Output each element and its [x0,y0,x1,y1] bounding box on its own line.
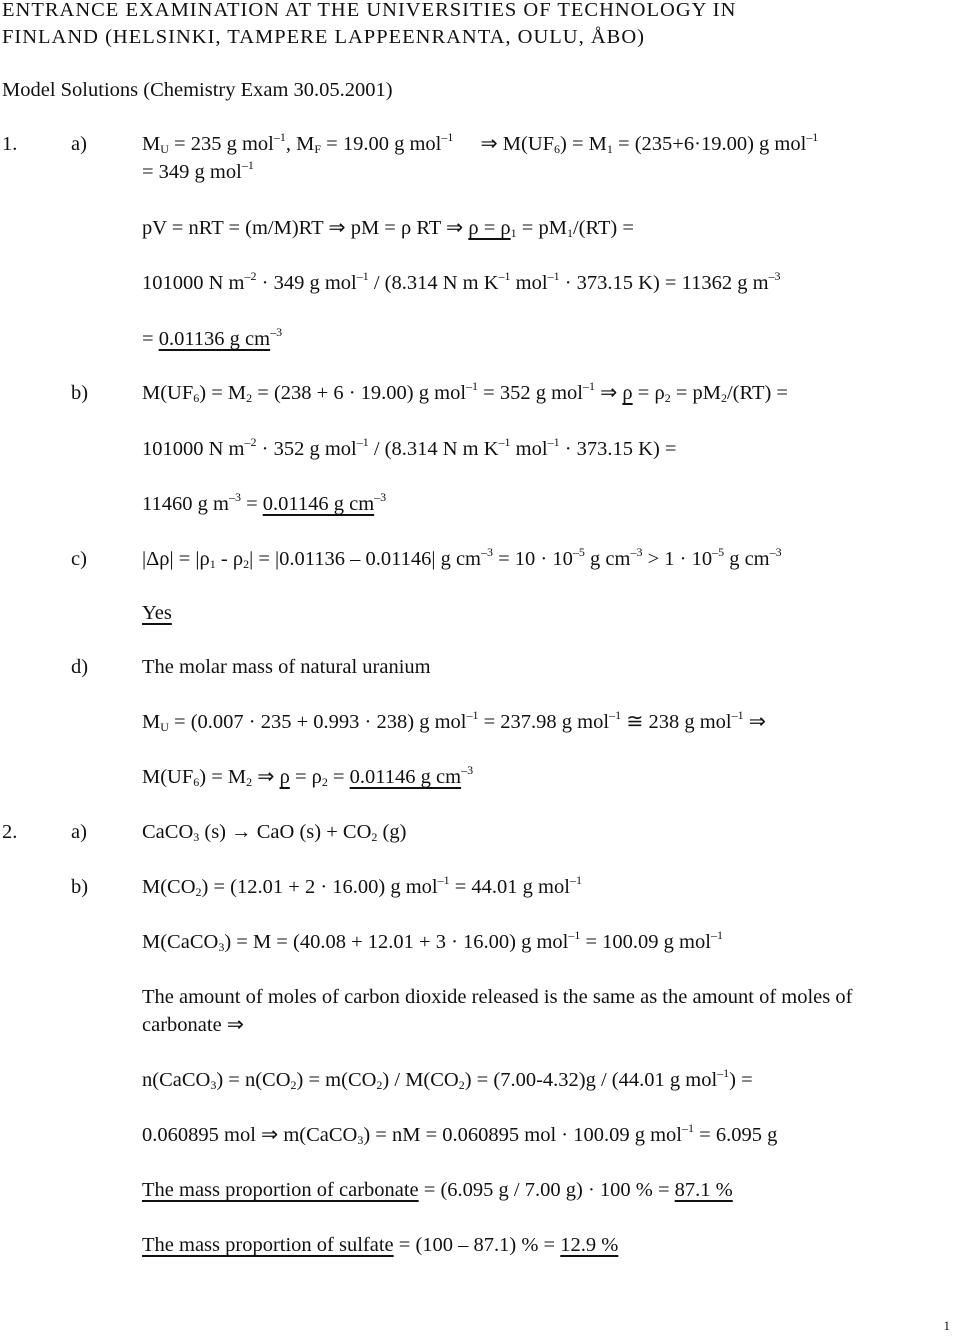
q1a-line-4: 101000 N $m^{-2} \cdot 349$ g mol$^{-1}$ / (8.314 N m $K^{-1}$ mol$^{-1}$ · 373.15 K) = 11362 g $m^{-3}$ [142,269,781,294]
q1b-line-1: $M(UF_6) = M_2 = (238 + 6 \cdot 19.00)$ g mol$^{-1}$ = 352 g mol$^{-1}$ ⇒ $\rho = \rho_2 = pM_2/(RT)$ = [142,379,788,405]
q2-number: 2. [2,821,18,843]
q1a-line-3: pV = nRT = (m/M)RT ⇒ pM = ρ RT ⇒ $\rho = \rho_1 = pM_1/(RT)$ = [142,217,634,240]
q1a-line-2: = 349 g mol$^{-1}$ [142,158,254,183]
q1d-line-2: $M_U = (0.007 \cdot 235 + 0.993 \cdot 238)$ g mol$^{-1}$ = 237.98 g mol$^{-1}$ ≅ 238 g mol$^{-1}$ ⇒ [142,708,766,734]
q1d-line-1: The molar mass of natural uranium [142,656,431,678]
q1b-line-2: 101000 N $m^{-2} \cdot 352$ g mol$^{-1}$ / (8.314 N m $K^{-1}$ mol$^{-1}$ · 373.15 K) = [142,435,677,460]
q2b-line-6: 0.060895 mol ⇒ m(CaCO$_3$) = nM = 0.060895 mol · 100.09 g mol$^{-1}$ = 6.095 g [142,1121,778,1147]
q2b-line-2: M(CaCO$_3$) = M = (40.08 + 12.01 + 3 · 16.00) g mol$^{-1}$ = 100.09 g mol$^{-1}$ [142,928,723,954]
q1-number: 1. [2,133,18,155]
q1a-line-1: $M_U = 235$ g mol$^{-1}$, $M_F = 19.00$ g mol$^{-1}$ ⇒ $M(UF_6) = M_1 = (235+6\cdot 19.00)$ g mol$^{-1}$ [142,130,819,156]
q1c-line-1: $|\Delta\rho| = |\rho_1 - \rho_2| = |0.01136 - 0.01146|$ g $cm^{-3} = 10 \cdot 10^{-5}$ g $cm^{-3} > 1 \cdot 10^{-5}$ g $cm^{-3}$ [142,545,782,571]
q2b-line-4: carbonate ⇒ [142,1014,244,1036]
q2b-line-8: The mass proportion of sulfate = (100 – 87.1) % = 12.9 % [142,1234,619,1256]
q2b-line-1: $M(CO_2) = (12.01 + 2 \cdot 16.00)$ g mol$^{-1}$ = 44.01 g mol$^{-1}$ [142,873,582,899]
q2b-line-7: The mass proportion of carbonate = (6.095 g / 7.00 g) · 100 % = 87.1 % [142,1179,733,1201]
q1c-answer: Yes [142,602,172,624]
page-number: 1 [943,1318,950,1333]
q2a-label: a) [71,821,87,843]
header-line-2: FINLAND (HELSINKI, TAMPERE LAPPEENRANTA, OULU, ÅBO) [2,26,645,48]
q1a-line-5: = 0.01136 g $cm^{-3}$ [142,325,283,350]
q2b-line-3: The amount of moles of carbon dioxide released is the same as the amount of moles of [142,986,853,1008]
q2b-label: b) [71,876,89,898]
page-subtitle: Model Solutions (Chemistry Exam 30.05.2001) [2,79,393,101]
q1d-line-3: $M(UF_6) = M_2$ ⇒ $\rho = \rho_2 = 0.01146$ g $cm^{-3}$ [142,763,474,789]
q2b-line-5: n(CaCO$_3$) = $n(CO_2) = m(CO_2) / M(CO_2) = (7.00-4.32)g / (44.01$ g mol$^{-1}$) = [142,1066,753,1092]
q1d-label: d) [71,656,89,678]
q2a-line-1: CaCO$_3$ (s) → CaO $(s) + CO_2$ (g) [142,821,407,844]
header-line-1: ENTRANCE EXAMINATION AT THE UNIVERSITIES OF TECHNOLOGY IN [2,0,737,21]
q1b-line-3: 11460 g $m^{-3} = 0.01146$ g $cm^{-3}$ [142,490,387,515]
q1a-label: a) [71,133,87,155]
q1c-label: c) [71,548,87,570]
q1b-label: b) [71,382,89,404]
